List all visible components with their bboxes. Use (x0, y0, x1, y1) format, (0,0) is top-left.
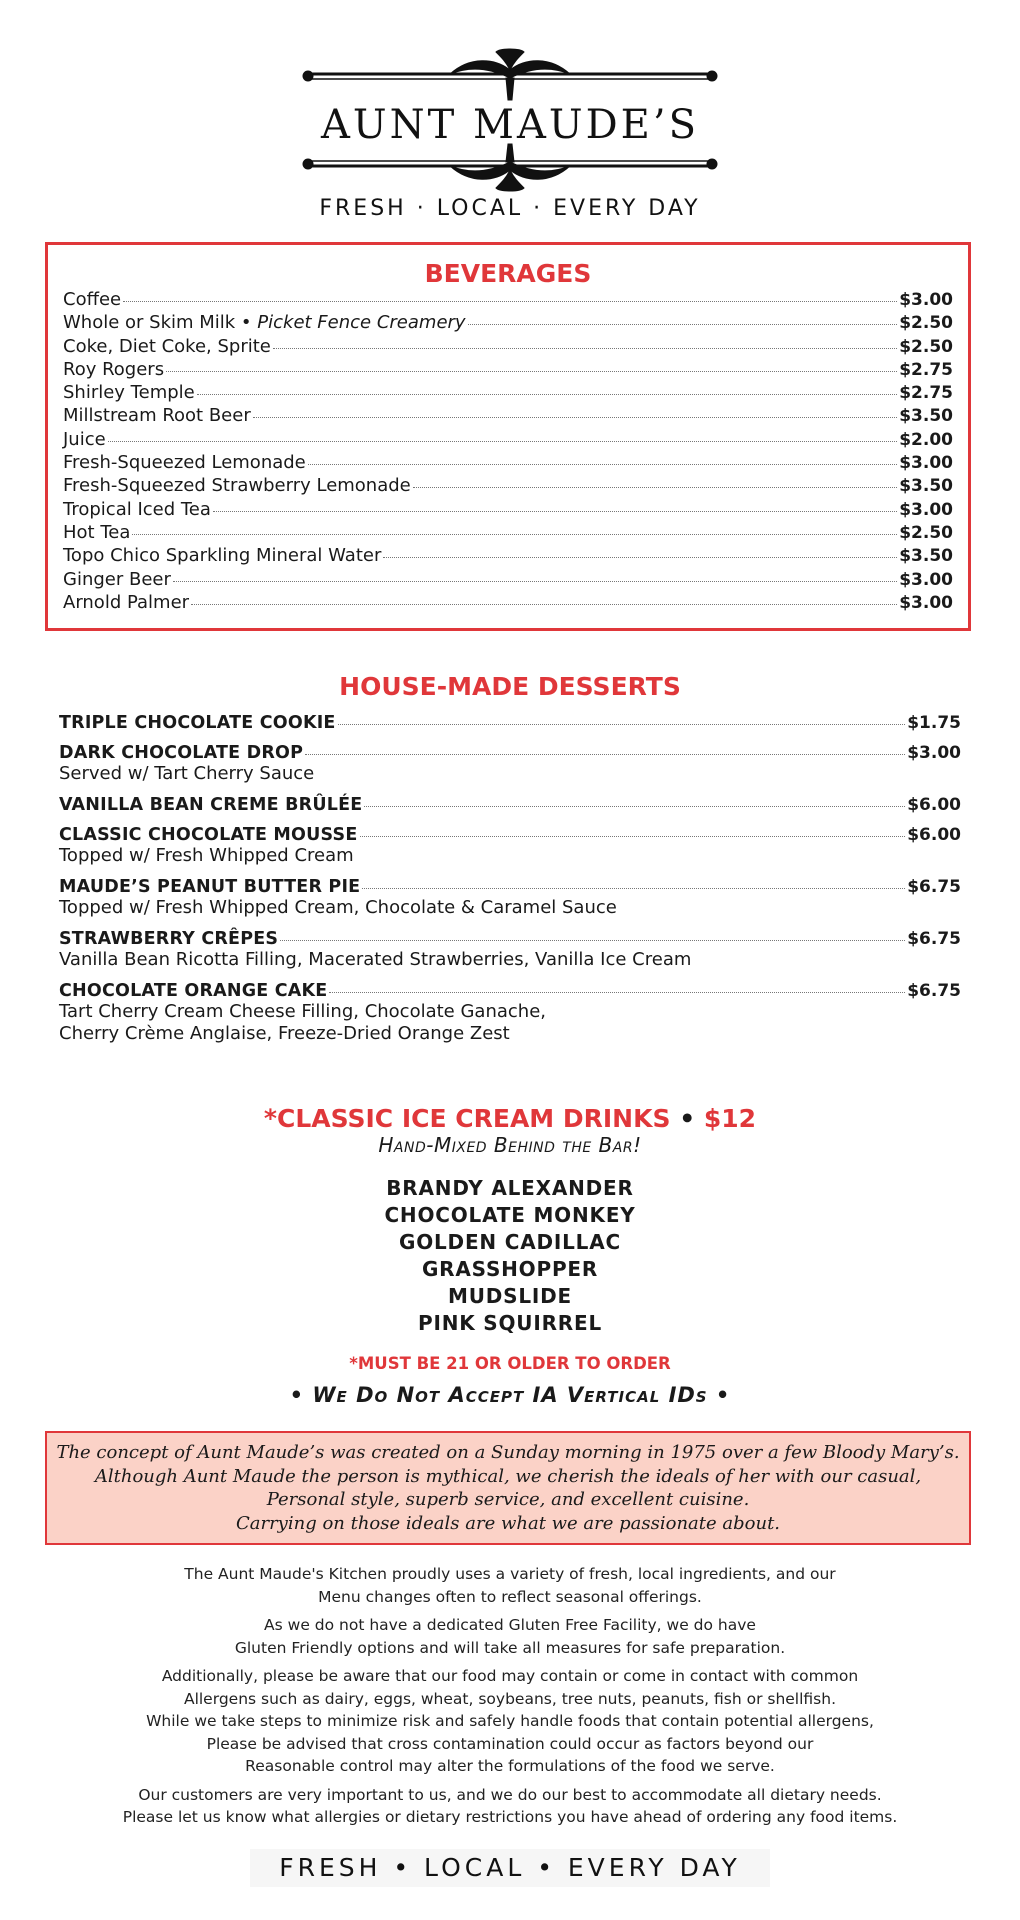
beverage-name-text: Fresh-Squeezed Strawberry Lemonade (63, 475, 411, 497)
note-line: Menu changes often to reflect seasonal offerings. (318, 1587, 702, 1606)
dot-leader (213, 510, 897, 512)
dessert-item (59, 713, 961, 733)
dessert-item (59, 795, 961, 815)
dot-leader (280, 939, 905, 941)
note-paragraph (60, 1665, 960, 1778)
dessert-price: $6.00 (907, 825, 961, 845)
dessert-name: CLASSIC CHOCOLATE MOUSSE (59, 825, 358, 845)
beverage-name (63, 569, 171, 590)
beverage-name (63, 336, 271, 357)
note-line: The Aunt Maude's Kitchen proudly uses a variety of fresh, local ingredients, and our (184, 1565, 836, 1583)
beverage-name-text: Coke, Diet Coke, Sprite (63, 335, 271, 357)
beverage-name-text: Coffee (63, 289, 122, 310)
note-paragraph (60, 1614, 960, 1659)
dot-leader (173, 580, 897, 582)
ice-cream-price: $12 (703, 1104, 757, 1133)
dot-leader (338, 723, 906, 725)
beverage-name (63, 475, 411, 496)
concept-line: Carrying on those ideals are what we are passionate about. (235, 1512, 781, 1534)
beverage-name (63, 382, 195, 403)
dessert-description: Topped w/ Fresh Whipped Cream (59, 845, 354, 866)
beverage-price: $3.00 (899, 453, 953, 474)
age-notice: *MUST BE 21 OR OLDER TO ORDER (349, 1354, 671, 1373)
beverage-name-text: Topo Chico Sparkling Mineral Water (63, 545, 382, 567)
ice-cream-separator: • (670, 1104, 704, 1133)
dot-leader (364, 805, 905, 807)
footer-tagline: FRESH • LOCAL • EVERY DAY (250, 1849, 770, 1887)
ice-cream-title: *CLASSIC ICE CREAM DRINKS (263, 1104, 671, 1133)
ice-cream-subtitle: Hand-Mixed Behind the Bar! (378, 1133, 642, 1157)
dot-leader (468, 323, 898, 325)
dessert-price: $1.75 (907, 713, 961, 733)
dot-leader (108, 440, 898, 442)
dot-leader (308, 463, 897, 465)
note-paragraph (60, 1784, 960, 1829)
dessert-price: $6.75 (907, 929, 961, 949)
concept-box (45, 1431, 971, 1545)
beverage-row (63, 499, 953, 522)
beverage-price: $2.50 (899, 313, 953, 334)
beverage-row (63, 545, 953, 568)
dessert-price: $6.75 (907, 981, 961, 1001)
concept-line: Although Aunt Maude the person is mythical, we cherish the ideals of her with our casual, (94, 1465, 922, 1487)
beverage-row (63, 569, 953, 592)
beverage-row (63, 475, 953, 498)
dessert-price: $6.75 (907, 877, 961, 897)
note-line: As we do not have a dedicated Gluten Free Facility, we do have (264, 1616, 756, 1634)
beverage-note: Picket Fence Creamery (257, 312, 466, 334)
beverages-list (63, 289, 953, 615)
note-line: Gluten Friendly options and will take all measures for safe preparation. (234, 1638, 786, 1657)
beverage-price: $3.50 (899, 546, 953, 567)
beverage-name (63, 592, 189, 613)
dessert-item (59, 743, 961, 785)
beverage-name-text: Juice (63, 428, 106, 450)
concept-line: The concept of Aunt Maude’s was created on a Sunday morning in 1975 over a few Bloody Mary’s. (56, 1442, 960, 1463)
beverage-row (63, 452, 953, 475)
beverage-price: $2.75 (899, 359, 953, 380)
logo-title: AUNT MAUDE’S (321, 102, 699, 148)
beverage-name-text: Hot Tea (63, 521, 131, 543)
beverages-section (45, 242, 971, 631)
dot-leader (329, 991, 905, 993)
dot-leader (123, 300, 897, 302)
dessert-row (59, 743, 961, 763)
ice-cream-drink: GOLDEN CADILLAC (399, 1230, 621, 1254)
beverage-name (63, 289, 121, 310)
note-line: Allergens such as dairy, eggs, wheat, soybeans, tree nuts, peanuts, fish or shellfish. (183, 1689, 837, 1708)
dessert-price: $6.00 (907, 795, 961, 815)
beverage-name-text: Whole or Skim Milk • (63, 312, 258, 334)
beverage-row (63, 405, 953, 428)
dessert-row (59, 795, 961, 815)
dessert-name: CHOCOLATE ORANGE CAKE (59, 981, 328, 1001)
dessert-item (59, 981, 961, 1045)
beverage-name-text: Roy Rogers (63, 358, 165, 380)
note-paragraph (60, 1563, 960, 1608)
beverage-name-text: Fresh-Squeezed Lemonade (63, 452, 306, 474)
beverage-price: $2.50 (899, 336, 953, 357)
beverage-price: $2.50 (899, 522, 953, 543)
beverage-price: $3.50 (899, 476, 953, 497)
beverages-title: BEVERAGES (424, 259, 592, 288)
dot-leader (383, 556, 897, 558)
beverage-name (63, 452, 306, 473)
beverage-row (63, 336, 953, 359)
concept-line: Personal style, superb service, and excellent cuisine. (266, 1489, 750, 1510)
beverage-row (63, 522, 953, 545)
dessert-item (59, 877, 961, 919)
dessert-row (59, 877, 961, 897)
beverage-name-text: Tropical Iced Tea (63, 498, 211, 520)
ice-cream-drink: PINK SQUIRREL (418, 1311, 602, 1335)
beverage-row (63, 312, 953, 335)
ice-cream-drink: MUDSLIDE (448, 1284, 572, 1308)
beverage-name (63, 359, 164, 380)
dot-leader (305, 753, 905, 755)
dessert-price: $3.00 (907, 743, 961, 763)
dietary-notes (60, 1563, 960, 1835)
dessert-description: Served w/ Tart Cherry Sauce (59, 763, 315, 784)
dessert-row (59, 929, 961, 949)
beverage-name-text: Millstream Root Beer (63, 405, 251, 427)
beverage-price: $3.00 (899, 569, 953, 590)
dot-leader (360, 835, 906, 837)
desserts-list (59, 713, 961, 1055)
dessert-row (59, 825, 961, 845)
dot-leader (273, 347, 897, 349)
dessert-name: MAUDE’S PEANUT BUTTER PIE (59, 877, 361, 897)
dot-leader (166, 370, 897, 372)
note-line: Our customers are very important to us, and we do our best to accommodate all dietary needs. (138, 1785, 882, 1804)
ice-cream-drink: CHOCOLATE MONKEY (384, 1203, 636, 1227)
beverage-name (63, 522, 130, 543)
dessert-description: Topped w/ Fresh Whipped Cream, Chocolate & Caramel Sauce (59, 897, 617, 918)
logo (300, 48, 720, 228)
beverage-row (63, 359, 953, 382)
note-line: Please let us know what allergies or dietary restrictions you have ahead of ordering any food items. (122, 1808, 898, 1826)
beverage-name-text: Ginger Beer (63, 568, 171, 590)
dessert-item (59, 825, 961, 867)
beverage-name-text: Arnold Palmer (63, 591, 190, 613)
ice-cream-heading (0, 1104, 1020, 1133)
dessert-description: Tart Cherry Cream Cheese Filling, Chocolate Ganache, Cherry Crème Anglaise, Freeze-Dried Orange Zest (59, 1001, 546, 1044)
desserts-title: HOUSE-MADE DESSERTS (339, 672, 681, 701)
beverage-name-text: Shirley Temple (63, 382, 195, 404)
logo-tagline: FRESH · LOCAL · EVERY DAY (319, 196, 701, 221)
beverage-price: $3.50 (899, 406, 953, 427)
dessert-row (59, 713, 961, 733)
ice-cream-drinks-list (0, 1175, 1020, 1337)
beverage-price: $3.00 (899, 592, 953, 613)
dessert-row (59, 981, 961, 1001)
dot-leader (197, 393, 897, 395)
beverage-name (63, 545, 381, 566)
dessert-name: TRIPLE CHOCOLATE COOKIE (59, 713, 336, 733)
beverage-row (63, 382, 953, 405)
dessert-name: STRAWBERRY CRÊPES (59, 929, 279, 949)
dessert-item (59, 929, 961, 971)
dot-leader (191, 603, 897, 605)
dessert-name: DARK CHOCOLATE DROP (59, 743, 304, 763)
note-line: Reasonable control may alter the formulations of the food we serve. (245, 1757, 775, 1775)
dessert-name: VANILLA BEAN CREME BRÛLÉE (59, 795, 363, 815)
beverage-price: $2.00 (899, 429, 953, 450)
beverage-row (63, 592, 953, 615)
note-line: Please be advised that cross contamination could occur as factors beyond our (206, 1734, 814, 1753)
note-line: Additionally, please be aware that our food may contain or come in contact with common (161, 1667, 859, 1685)
ice-cream-drink: BRANDY ALEXANDER (386, 1176, 634, 1200)
beverage-name (63, 312, 466, 333)
dot-leader (413, 486, 897, 488)
beverage-name (63, 405, 251, 426)
dot-leader (253, 416, 897, 418)
ice-cream-drink: GRASSHOPPER (421, 1257, 599, 1281)
dot-leader (362, 887, 905, 889)
concept-text (47, 1441, 969, 1535)
dessert-description: Vanilla Bean Ricotta Filling, Macerated Strawberries, Vanilla Ice Cream (59, 949, 692, 970)
id-notice: • We Do Not Accept IA Vertical IDs • (289, 1383, 731, 1407)
beverage-row (63, 429, 953, 452)
beverage-row (63, 289, 953, 312)
beverage-name (63, 429, 106, 450)
beverage-price: $3.00 (899, 290, 953, 310)
dot-leader (132, 533, 897, 535)
beverage-price: $2.75 (899, 383, 953, 404)
beverage-price: $3.00 (899, 499, 953, 520)
note-line: While we take steps to minimize risk and safely handle foods that contain potential allergens, (146, 1712, 874, 1730)
beverage-name (63, 499, 211, 520)
